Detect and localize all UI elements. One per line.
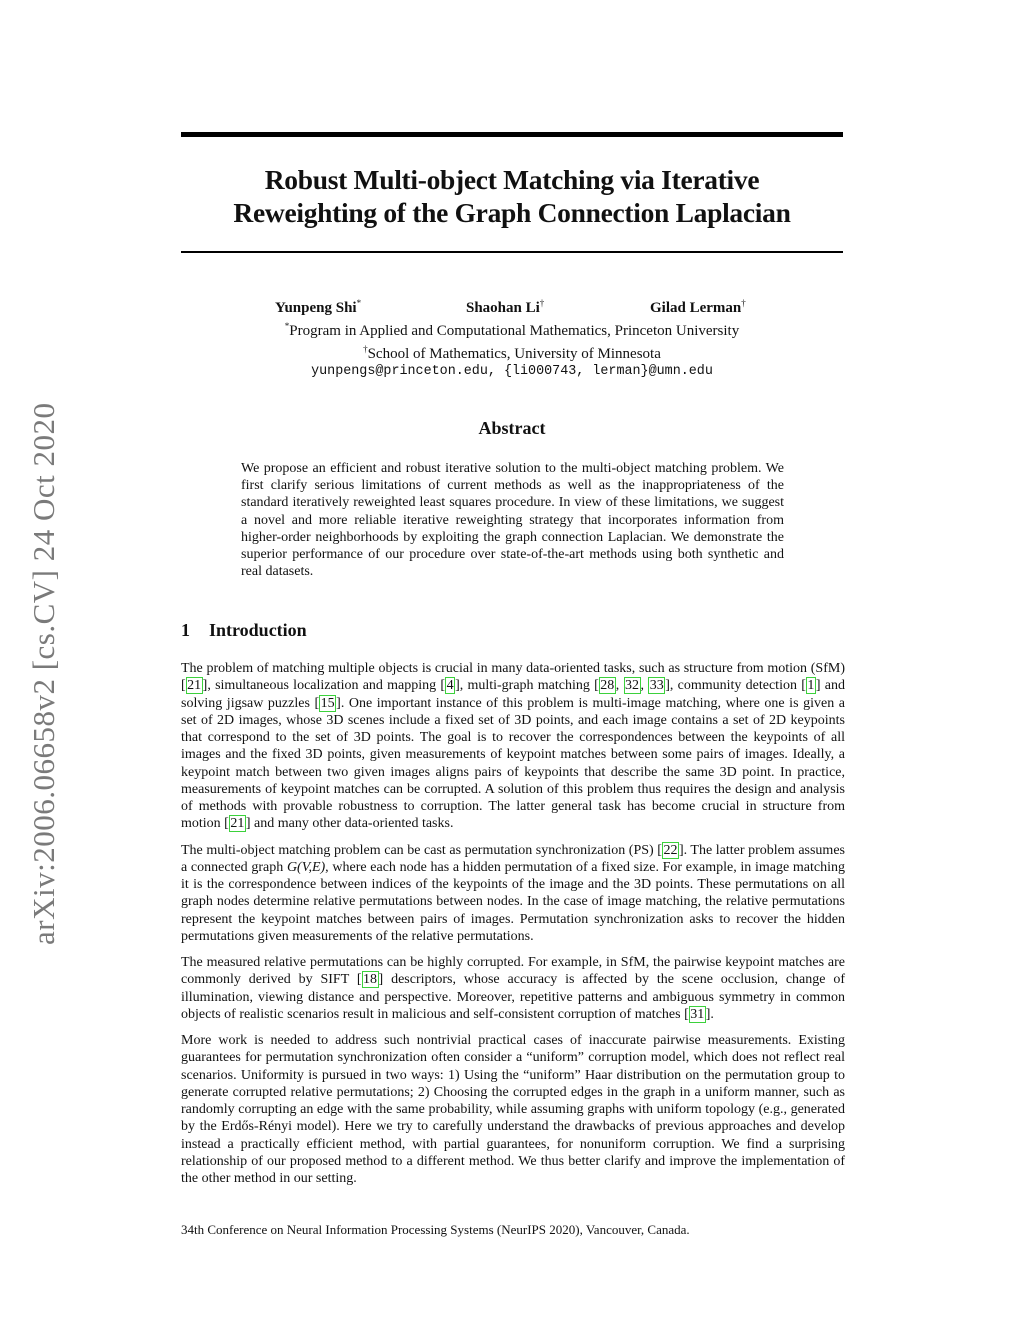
author-1: Yunpeng Shi*: [275, 298, 362, 316]
paragraph-4: More work is needed to address such nontrivial practical cases of inaccurate pairwise measurements. Existing guarantees for permutation synchronization often consider a “uniform” corruption model, which does not reflect real scenarios. Uniformity is pursued in two ways: 1) Using the “uniform” Haar distribution on the permutation group to generate corrupted relative permutations; 2) Choosing the corrupted edges in the graph in a uniform manner, such as randomly corrupting an edge with the same probability, while assuming graphs with uniform topology (e.g., generated by the Erdős-Rényi model). Here we try to carefully understand the drawbacks of previous approaches and develop instead a practically efficient method, with partial guarantees, for nonuniform corruption. We find a surprising relationship of our proposed method to a different method. We thus better clarify and improve the implementation of the other method in our setting.: [181, 1033, 845, 1186]
affiliation-princeton: *Program in Applied and Computational Mathematics, Princeton University: [284, 321, 740, 339]
author-emails: yunpengs@princeton.edu, {li000743, lerman}@umn.edu: [311, 364, 713, 379]
citation-link[interactable]: 18: [363, 972, 378, 988]
citation-link[interactable]: 28: [600, 678, 615, 694]
paragraph-3: The measured relative permutations can be highly corrupted. For example, in SfM, the pairwise keypoint matches are commonly derived by SIFT [ 18 ] descriptors, whose accuracy is affected by the scene occlusion, change of illumination, viewing distance and perspective. Moreover, repetitive patterns and ambiguous symmetry in common objects of realistic scenarios result in malicious and self-consistent corruption of matches [ 31 ].: [181, 955, 846, 1022]
abstract-heading: Abstract: [478, 418, 546, 438]
affiliations: [181, 317, 843, 381]
title-line-2: Reweighting of the Graph Connection Laplacian: [233, 197, 791, 228]
title-bottom-rule: [181, 251, 843, 253]
arxiv-stamp: arXiv:2006.06658v2 [cs.CV] 24 Oct 2020: [26, 402, 61, 945]
author-3: Gilad Lerman†: [650, 298, 746, 316]
citation-link[interactable]: 32: [625, 678, 640, 694]
citation-link[interactable]: 4: [446, 678, 454, 694]
citation-link[interactable]: 1: [807, 678, 815, 694]
abstract-text: We propose an efficient and robust iterative solution to the multi-object matching problem. We first clarify serious limitations of current methods as well as the inappropriateness of the standard iteratively reweighted least squares procedure. In view of these limitations, we suggest a novel and more reliable iterative reweighting strategy that incorporates information from higher-order neighborhoods by exploiting the graph connection Laplacian. We demonstrate the superior performance of our procedure over state-of-the-art methods using both synthetic and real datasets.: [241, 461, 784, 580]
conference-footer: 34th Conference on Neural Information Processing Systems (NeurIPS 2020), Vancouver, Canada.: [181, 1222, 690, 1237]
citation-link[interactable]: 22: [663, 842, 678, 858]
citation-link[interactable]: 21: [230, 816, 245, 832]
citation-link[interactable]: 33: [649, 678, 664, 694]
author-2: Shaohan Li†: [466, 298, 545, 316]
paper-title: [181, 163, 843, 229]
graph-math: G(V,E): [286, 859, 326, 875]
paragraph-1: The problem of matching multiple objects is crucial in many data-oriented tasks, such as structure from motion (SfM) [ 21 ], simultaneous localization and mapping [ 4 ], multi-graph matching [ 28 , 32 , 33 ], community detection [ 1 ] and solving jigsaw puzzles [ 15 ]. One important instance of this problem is multi-image matching, where one is given a set of 2D images, whose 3D scenes include a fixed set of 3D points, and each image contains a set of 2D keypoints that correspond to the set of 3D points. The goal is to recover the correspondences between the keypoints of all images and the fixed 3D points, given measurements of keypoint matches between some pairs of images. Ideally, a keypoint match between two given images aligns pairs of keypoints that describe the same 3D point. In practice, measurements of keypoint matches can be corrupted. A solution of this problem thus requires the design and analysis of methods with provable robustness to corruption. The latter general task has become crucial in structure from motion [ 21 ] and many other data-oriented tasks.: [181, 661, 845, 832]
section-heading: 1 Introduction: [181, 620, 307, 640]
body-text: [181, 660, 845, 1196]
paragraph-2: The multi-object matching problem can be cast as permutation synchronization (PS) [ 22 ]. The latter problem assumes a connected graph G(V,E), where each node has a hidden permutation of a fixed size. For example, in image matching it is the correspondence between indices of the keypoints of the image and the 3D points. These permutations on all graph nodes determine relative permutations between nodes. In the case of image matching, the relative permutations represent the keypoint matches between pairs of images. Permutation synchronization asks to recover the hidden permutations given measurements of the relative permutations.: [181, 842, 845, 944]
citation-link[interactable]: 31: [690, 1006, 705, 1022]
title-line-1: Robust Multi-object Matching via Iterative: [264, 164, 760, 195]
affiliation-minnesota: †School of Mathematics, University of Minnesota: [363, 344, 661, 362]
citation-link[interactable]: 21: [187, 678, 202, 694]
citation-link[interactable]: 15: [320, 695, 335, 711]
title-top-rule: [181, 132, 843, 137]
